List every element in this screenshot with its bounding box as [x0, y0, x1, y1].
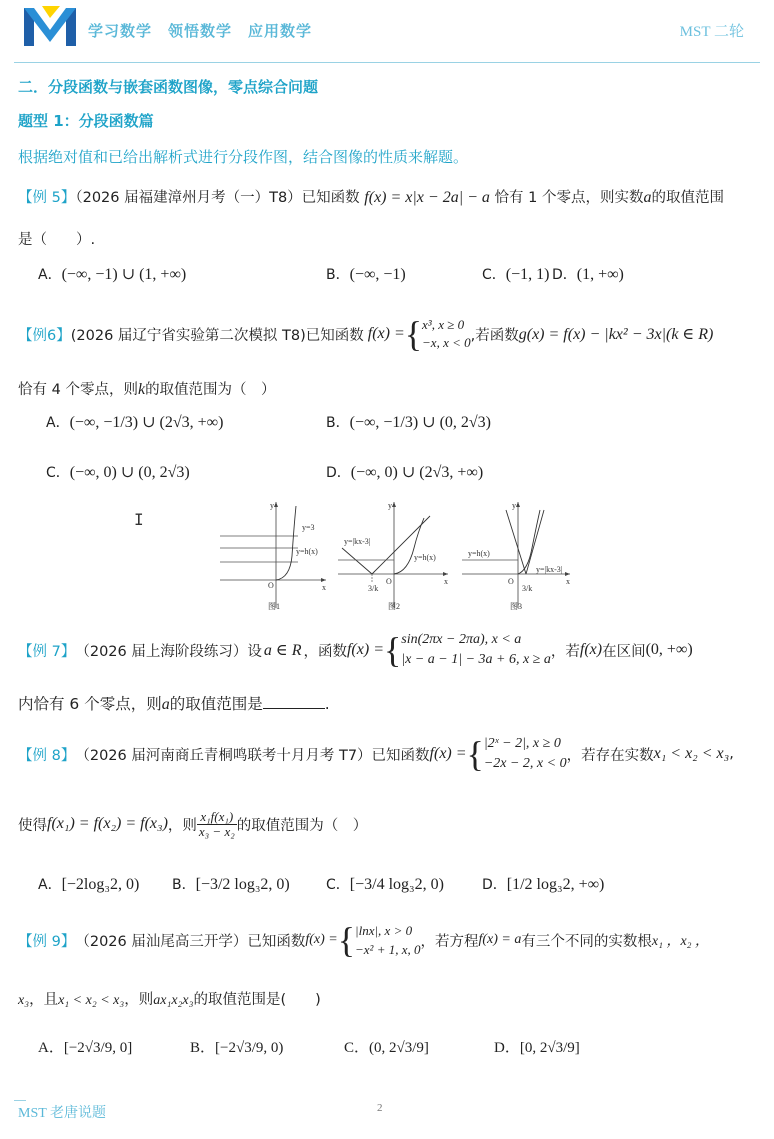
ex7-line1: [18, 630, 693, 670]
ex9-prod: ax₁x₂x₃: [153, 993, 194, 1008]
ex9-option-d[interactable]: D．[0, 2√3/9]: [494, 1040, 580, 1056]
fig2-line1-label: y=|kx-3|: [344, 537, 371, 546]
ex5-line2: 是（ ）.: [18, 232, 96, 248]
ex5-option-c[interactable]: C．(−1, 1): [482, 266, 550, 283]
figure-1: [220, 501, 326, 611]
ex6-line1: [18, 314, 713, 354]
ex6-option-d[interactable]: D．(−∞, 0) ∪ (2√3, +∞): [326, 464, 484, 481]
ex7-interval: (0, +∞): [645, 641, 693, 658]
section-title: 二．分段函数与嵌套函数图像，零点综合问题: [18, 78, 319, 96]
ex8-option-d[interactable]: D．[1/2 log₃2, +∞): [482, 876, 605, 893]
header-slogan: 学习数学 领悟数学 应用数学: [88, 22, 313, 40]
ex7-tail2: 在区间: [602, 643, 646, 660]
ex7-cases: sin(2πx − 2πa), x < a |x − a − 1| − 3a + 6, x ≥ a: [401, 632, 551, 667]
fig2-x-label: x: [444, 577, 448, 586]
ex8-option-c[interactable]: C．[−3/4 log₃2, 0): [326, 876, 444, 893]
ex7-mid: ，函数: [303, 643, 347, 660]
ex5-option-a[interactable]: A．(−∞, −1) ∪ (1, +∞): [38, 266, 187, 283]
ex8-source: （2026 届河南商丘青桐鸣联考十月月考 T7）已知函数: [75, 747, 430, 764]
ex9-tail: ，若方程: [420, 933, 479, 950]
fig3-y-label: y: [512, 501, 516, 510]
ex6-cases: x³, x ≥ 0 −x, x < 0: [422, 317, 471, 350]
ex6-line2: 恰有 4 个零点，则k的取值范围为（ ）: [18, 381, 276, 398]
ex7-answer-blank[interactable]: [263, 694, 325, 709]
ex7-brace: {: [383, 630, 402, 670]
ex9-eq: f(x) = a: [478, 932, 522, 947]
figure-2: [338, 501, 448, 611]
ex9-tag: 【例 9】: [18, 933, 76, 950]
ex9-tail2: 有三个不同的实数根: [521, 933, 652, 950]
ex8-tag: 【例 8】: [18, 747, 76, 764]
fig3-line1-label: y=h(x): [468, 549, 490, 558]
ex8-fraction: $\frac{\text{x₁f(x₁)}}{\text{x₃ − x₂}}$: [198, 808, 235, 839]
logo: [22, 4, 78, 48]
fig2-origin: O: [386, 577, 392, 586]
header-right: MST 二轮: [679, 24, 744, 40]
subsection-title: 题型 1：分段函数篇: [18, 112, 154, 130]
ex7-f-lhs: f(x) =: [346, 641, 384, 658]
ex9-line1: [18, 920, 709, 960]
fig2-caption: 图2: [388, 602, 400, 611]
ex5-tail2: 的取值范围: [651, 190, 724, 206]
ex9-line2: x₃，且x₁ < x₂ < x₃，则ax₁x₂x₃的取值范围是( ): [18, 992, 321, 1008]
ex8-line1: 【例 8】 （2026 届河南商丘青桐鸣联考十月月考 T7）已知函数 f(x) = { |2ˣ − 2|, x ≥ 0 −2x − 2, x < 0 ，若存在实数 x₁ < x₂ < x₃ ,: [18, 734, 734, 774]
ex8-brace: {: [466, 734, 484, 774]
fig2-tick: 3/k: [368, 584, 379, 593]
ex9-roots: x₁ ，x₂ ，: [651, 934, 710, 949]
ex8-tail: ，若存在实数: [566, 747, 654, 764]
intro-text: 根据绝对值和已给出解析式进行分段作图，结合图像的性质来解题。: [18, 148, 469, 166]
ex5-func: f(x) = x|x − 2a| − a: [364, 189, 490, 206]
fig3-caption: 图3: [510, 602, 522, 611]
fig3-x-label: x: [566, 577, 570, 586]
page-number: 2: [377, 1102, 383, 1114]
fig2-y-label: y: [388, 501, 392, 510]
ex9-brace: {: [337, 920, 356, 960]
figure-3: [462, 501, 570, 611]
ex5-option-d[interactable]: D．(1, +∞): [552, 266, 624, 283]
ex6-var: k: [137, 381, 146, 398]
fig1-line1-label: y=3: [302, 523, 315, 532]
ex8-option-a[interactable]: A．[−2log₃2, 0): [38, 876, 140, 893]
ex7-var: a: [161, 696, 170, 713]
ex8-order: x₁ < x₂ < x₃: [653, 745, 730, 762]
ex9-order: x₁ < x₂ < x₃: [58, 993, 125, 1008]
footer-rule: [14, 1100, 26, 1101]
logo-icon: [22, 4, 78, 48]
ex8-cases: |2ˣ − 2|, x ≥ 0 −2x − 2, x < 0: [483, 736, 567, 771]
ex9-source: （2026 届汕尾高三开学）已知函数: [75, 933, 306, 950]
ex7-tail: ，若: [550, 643, 580, 660]
ex5-source: （2026 届福建漳州月考（一）T8）已知函数: [75, 190, 360, 206]
ex7-line2: 内恰有 6 个零点，则a的取值范围是 .: [18, 695, 330, 713]
ex6-tag: 【例6】: [18, 327, 71, 344]
ex6-g: g(x) = f(x) − |kx² − 3x|(k ∈ R): [518, 326, 714, 343]
ex6-option-c[interactable]: C．(−∞, 0) ∪ (0, 2√3): [46, 464, 190, 481]
fig1-origin: O: [268, 581, 274, 590]
ex6-option-a[interactable]: A．(−∞, −1/3) ∪ (2√3, +∞): [46, 414, 224, 431]
ex9-cases: |lnx|, x > 0 −x² + 1, x, 0: [355, 923, 421, 957]
footer-left: MST 老唐说题: [18, 1106, 107, 1121]
fig3-line2-label: y=|kx-3|: [536, 565, 563, 574]
ex9-option-c[interactable]: C．(0, 2√3/9]: [344, 1040, 429, 1056]
ex9-option-a[interactable]: A．[−2√3/9, 0]: [38, 1040, 133, 1056]
fig1-caption: 图1: [268, 602, 280, 611]
fig3-tick: 3/k: [522, 584, 533, 593]
ex8-f-lhs: f(x) =: [429, 745, 467, 762]
text-cursor-icon: I: [134, 510, 144, 529]
header-rule: [14, 62, 760, 63]
ex6-f-lhs: f(x) =: [367, 325, 405, 342]
fig3-origin: O: [508, 577, 514, 586]
fig1-y-label: y: [270, 501, 274, 510]
fig2-line2-label: y=h(x): [414, 553, 436, 562]
ex6-source: (2026 届辽宁省实验第二次模拟 T8)已知函数: [70, 327, 364, 344]
ex6-mid: ,若函数: [470, 327, 519, 344]
ex5-tail: 恰有 1 个零点，则实数: [494, 190, 644, 206]
ex7-tag: 【例 7】: [18, 643, 76, 660]
fig1-line2-label: y=h(x): [296, 547, 318, 556]
ex7-fx: f(x): [579, 641, 603, 658]
ex5-tag: 【例 5】: [18, 190, 76, 206]
ex5-line1: [18, 186, 724, 207]
ex7-source: （2026 届上海阶段练习）设: [75, 643, 262, 660]
ex8-option-b[interactable]: B．[−3/2 log₃2, 0): [172, 876, 290, 893]
ex9-option-b[interactable]: B．[−2√3/9, 0): [190, 1040, 284, 1056]
ex6-option-b[interactable]: B．(−∞, −1/3) ∪ (0, 2√3): [326, 414, 492, 431]
ex5-var: a: [643, 189, 652, 206]
ex7-cond: a ∈ R: [263, 642, 302, 659]
ex8-eq: f(x₁) = f(x₂) = f(x₃): [47, 815, 168, 832]
figures: [218, 496, 574, 616]
ex8-line2: 使得 f(x₁) = f(x₂) = f(x₃) ，则 $\frac{\text{x₁f(x₁)}}{\text{x₃ − x₂}}$ 的取值范围为（ ）: [18, 808, 368, 839]
fig1-x-label: x: [322, 583, 326, 592]
ex5-option-b[interactable]: B．(−∞, −1): [326, 266, 406, 283]
ex6-brace: {: [404, 314, 423, 354]
ex9-f-lhs: f(x) =: [305, 932, 338, 947]
